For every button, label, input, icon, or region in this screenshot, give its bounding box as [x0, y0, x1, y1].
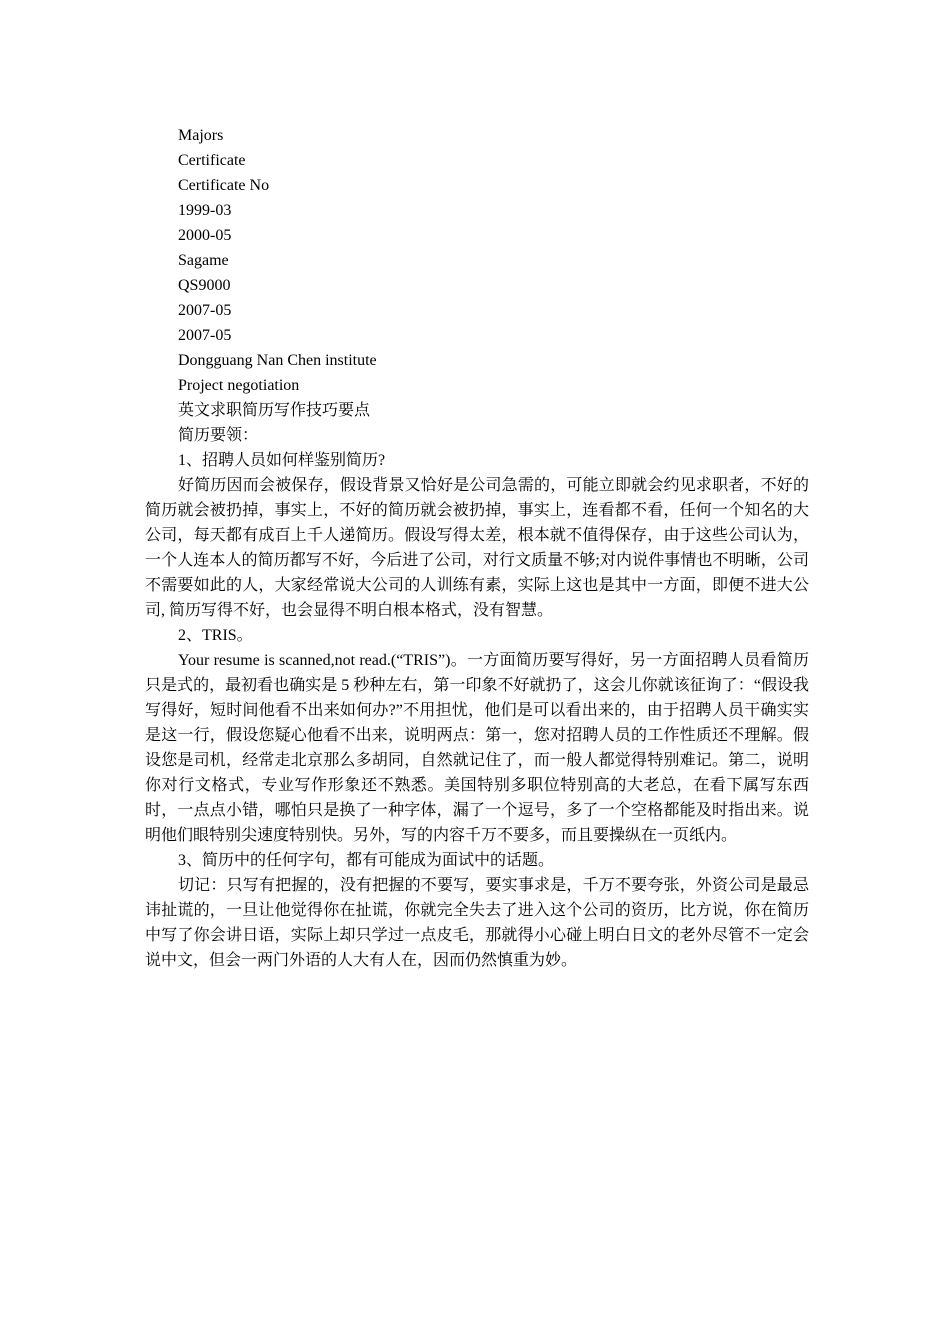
document-title: 英文求职简历写作技巧要点 [178, 402, 371, 419]
section-heading-2: 2、TRIS。 [178, 627, 253, 644]
text-line-project-negotiation: Project negotiation [178, 377, 300, 394]
body-paragraph-1: 好简历因而会被保存，假设背景又恰好是公司急需的，可能立即就会约见求职者，不好的简历就会被扔掉，事实上，不好的简历就会被扔掉，事实上，连看都不看，任何一个知名的大公司，每天都有成百上千人递简历。假设写得太差，根本就不值得保存，由于这些公司认为，一个人连本人的简历都写不好，今后进了公司，对行文质量不够;对内说件事情也不明晰，公司不需要如此的人，大家经常说大公司的人训练有素，实际上这也是其中一方面，即便不进大公司, 简历写得不好，也会显得不明白根本格式，没有智慧。 [145, 477, 809, 619]
text-line-institute: Dongguang Nan Chen institute [178, 352, 377, 369]
text-line-date-2007-05-b: 2007-05 [178, 327, 232, 344]
body-paragraph-3: 切记：只写有把握的，没有把握的不要写，要实事求是，千万不要夸张，外资公司是最忌讳扯谎的，一旦让他觉得你在扯谎，你就完全失去了进入这个公司的资历，比方说，你在简历中写了你会讲日语，实际上却只学过一点皮毛，那就得小心碰上明白日文的老外尽管不一定会说中文，但会一两门外语的人大有人在，因而仍然慎重为妙。 [145, 877, 809, 969]
text-line-certificate: Certificate [178, 152, 246, 169]
text-line-date-2007-05-a: 2007-05 [178, 302, 232, 319]
text-line-certificate-no: Certificate No [178, 177, 270, 194]
text-line-qs9000: QS9000 [178, 277, 231, 294]
text-line-majors: Majors [178, 127, 224, 144]
section-heading-essentials: 简历要领： [178, 427, 259, 444]
body-paragraph-2: Your resume is scanned,not read.(“TRIS”)。一方面简历要写得好，另一方面招聘人员看简历只是式的，最初看也确实是 5 秒种左右，第一印象不好就扔了，这会儿你就该征询了：“假设我写得好，短时间他看不出来如何办?”不用担忧，他们是可以看出来的，由于招聘人员干确实实是这一行，假设您疑心他看不出来，说明两点：第一，您对招聘人员的工作性质还不理解。假设您是司机，经常走北京那么多胡同，自然就记住了，而一般人都觉得特别难记。第二，说明你对行文格式，专业写作形象还不熟悉。美国特别多职位特别高的大老总，在看下属写东西时，一点点小错，哪怕只是换了一种字体，漏了一个逗号，多了一个空格都能及时指出来。说明他们眼特别尖速度特别快。另外，写的内容千万不要多，而且要操纵在一页纸内。 [145, 652, 809, 844]
text-line-date-1999-03: 1999-03 [178, 202, 232, 219]
document-page [145, 123, 809, 973]
text-line-sagame: Sagame [178, 252, 229, 269]
section-heading-3: 3、简历中的任何字句，都有可能成为面试中的话题。 [178, 852, 555, 869]
text-line-date-2000-05: 2000-05 [178, 227, 232, 244]
section-heading-1: 1、招聘人员如何样鉴别简历? [178, 452, 386, 469]
